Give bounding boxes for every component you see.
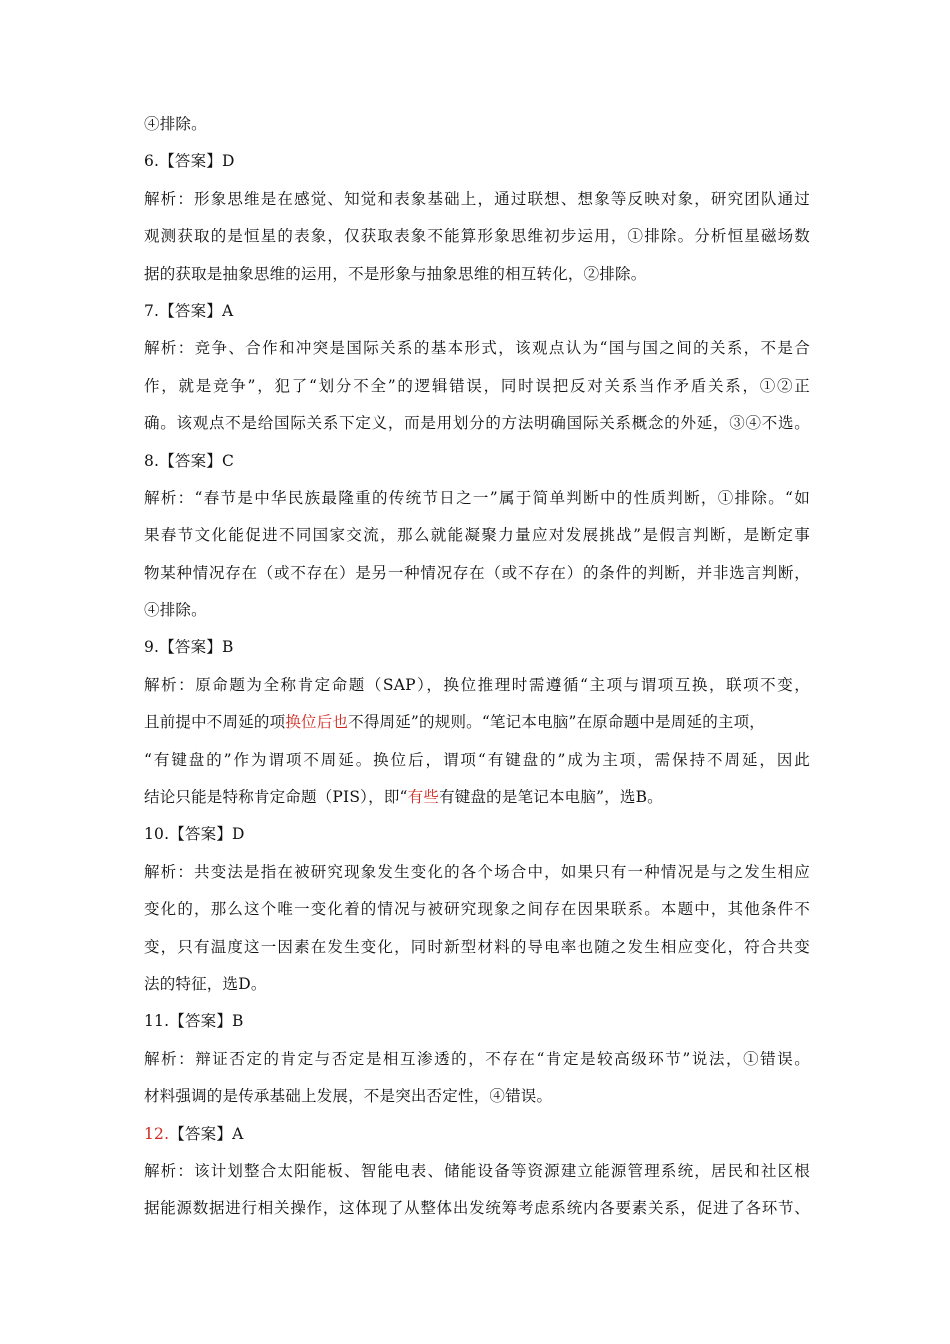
answer-heading-10: 10.【答案】D	[144, 825, 245, 844]
answer-heading-8: 8.【答案】C	[144, 451, 235, 470]
answer-analysis-page	[144, 106, 810, 1228]
question-number: 12.	[144, 1124, 170, 1143]
text-line	[144, 779, 810, 816]
text-segment: 有键盘的是笔记本电脑”，选B。	[439, 788, 663, 807]
text-line: 解析：该计划整合太阳能板、智能电表、储能设备等资源建立能源管理系统，居民和社区根	[144, 1161, 810, 1180]
text-line: 果春节文化能促进不同国家交流，那么就能凝聚力量应对发展挑战”是假言判断，是断定事	[144, 526, 810, 545]
text-line: 解析：“春节是中华民族最隆重的传统节日之一”属于简单判断中的性质判断，①排除。“如	[144, 488, 810, 507]
text-line: ④排除。	[144, 115, 207, 133]
text-line: “有键盘的”作为谓项不周延。换位后，谓项“有键盘的”成为主项，需保持不周延，因此	[144, 750, 810, 769]
text-line: 解析：形象思维是在感觉、知觉和表象基础上，通过联想、想象等反映对象，研究团队通过	[144, 189, 810, 208]
answer-heading-6: 6.【答案】D	[144, 152, 235, 171]
text-segment: 【答案】A	[169, 1124, 244, 1143]
text-line: 观测获取的是恒星的表象，仅获取表象不能算形象思维初步运用，①排除。分析恒星磁场数	[144, 227, 810, 246]
highlighted-text: 有些	[407, 788, 440, 807]
text-line: 变化的，那么这个唯一变化着的情况与被研究现象之间存在因果联系。本题中，其他条件不	[144, 900, 810, 919]
answer-heading-9: 9.【答案】B	[144, 638, 234, 657]
text-line: 材料强调的是传承基础上发展，不是突出否定性，④错误。	[144, 1087, 553, 1106]
highlighted-text: 换位后也	[285, 713, 349, 732]
text-line: 据的获取是抽象思维的运用，不是形象与抽象思维的相互转化，②排除。	[144, 264, 647, 283]
answer-heading-11: 11.【答案】B	[144, 1012, 244, 1031]
text-line: 解析：辩证否定的肯定与否定是相互渗透的，不存在“肯定是较高级环节”说法，①错误。	[144, 1049, 810, 1068]
text-line: 物某种情况存在（或不存在）是另一种情况存在（或不存在）的条件的判断，并非选言判断，	[144, 563, 810, 582]
text-line: 解析：竞争、合作和冲突是国际关系的基本形式，该观点认为“国与国之间的关系，不是合	[144, 339, 810, 358]
text-segment: 且前提中不周延的项	[144, 713, 286, 732]
text-line: 据能源数据进行相关操作，这体现了从整体出发统筹考虑系统内各要素关系，促进了各环节、	[144, 1199, 810, 1218]
answer-heading-12	[144, 1116, 810, 1153]
answer-heading-7: 7.【答案】A	[144, 301, 234, 320]
text-line: 解析：原命题为全称肯定命题（SAP），换位推理时需遵循“主项与谓项互换，联项不变，	[144, 675, 810, 694]
text-segment: 结论只能是特称肯定命题（PIS），即“	[144, 788, 408, 807]
text-line	[144, 704, 810, 741]
text-line: 确。该观点不是给国际关系下定义，而是用划分的方法明确国际关系概念的外延，③④不选。	[144, 414, 810, 433]
text-line: 变，只有温度这一因素在发生变化，同时新型材料的导电率也随之发生相应变化，符合共变	[144, 937, 810, 956]
text-line: 解析：共变法是指在被研究现象发生变化的各个场合中，如果只有一种情况是与之发生相应	[144, 862, 810, 881]
text-line: 作，就是竞争”，犯了“划分不全”的逻辑错误，同时误把反对关系当作矛盾关系，①②正	[144, 376, 810, 395]
text-line: 法的特征，选D。	[144, 974, 267, 993]
text-line: ④排除。	[144, 601, 207, 620]
text-segment: 不得周延”的规则。“笔记本电脑”在原命题中是周延的主项，	[348, 713, 765, 732]
